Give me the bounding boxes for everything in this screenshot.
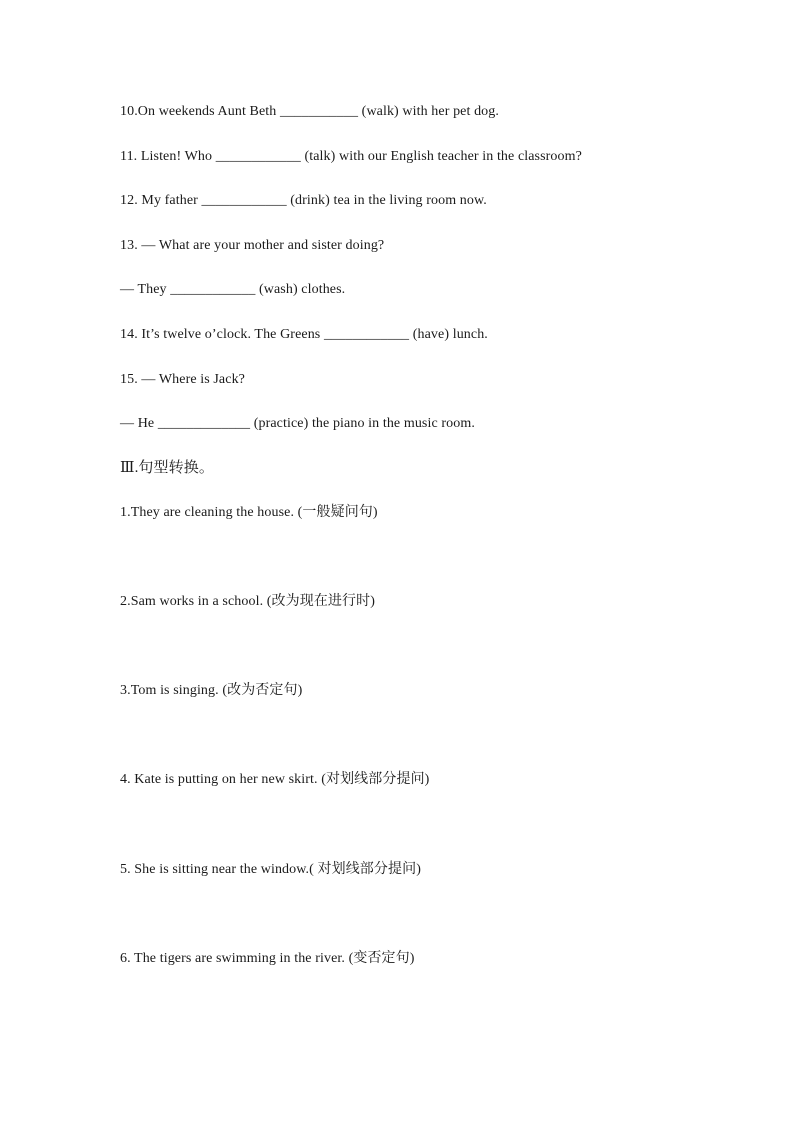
question-12: 12. My father ____________ (drink) tea in the living room now. [120, 193, 487, 208]
question-14: 14. It’s twelve o’clock. The Greens ____________ (have) lunch. [120, 327, 488, 342]
transform-item-3: 3.Tom is singing. (改为否定句) [120, 683, 303, 698]
question-11: 11. Listen! Who ____________ (talk) with our English teacher in the classroom? [120, 149, 582, 164]
question-13-answer: — They ____________ (wash) clothes. [120, 282, 346, 297]
question-15-answer: — He _____________ (practice) the piano in the music room. [120, 416, 475, 431]
transform-item-6: 6. The tigers are swimming in the river. (变否定句) [120, 951, 415, 966]
transform-item-5: 5. She is sitting near the window.( 对划线部分提问) [120, 862, 421, 877]
section-heading: Ⅲ.句型转换。 [120, 460, 214, 476]
question-10: 10.On weekends Aunt Beth ___________ (walk) with her pet dog. [120, 104, 499, 119]
transform-item-4: 4. Kate is putting on her new skirt. (对划线部分提问) [120, 772, 430, 787]
question-13: 13. — What are your mother and sister doing? [120, 238, 385, 253]
transform-item-1: 1.They are cleaning the house. (一般疑问句) [120, 505, 378, 520]
transform-item-2: 2.Sam works in a school. (改为现在进行时) [120, 594, 375, 609]
question-15: 15. — Where is Jack? [120, 372, 245, 387]
